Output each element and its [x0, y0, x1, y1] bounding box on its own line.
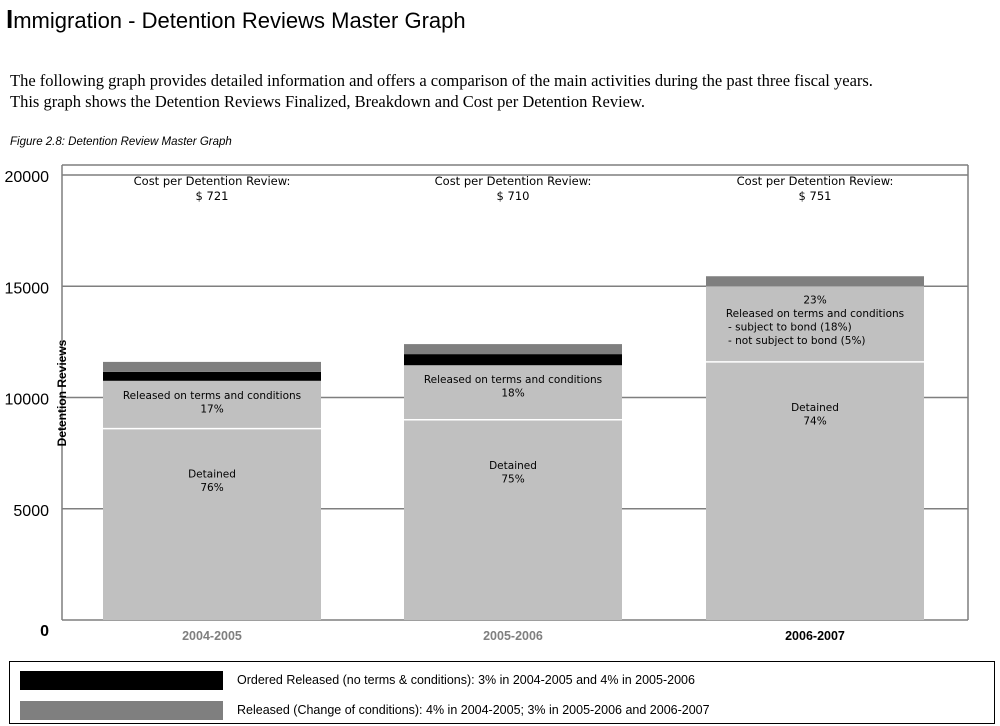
- legend-item-ordered-released: [20, 670, 695, 690]
- y-tick-label-15000: 15000: [4, 280, 49, 298]
- intro-line-2: This graph shows the Detention Reviews Finalized, Breakdown and Cost per Detention Review.: [10, 92, 645, 111]
- cost-annotation-value-2004-2005: $ 721: [195, 189, 229, 203]
- bar-ordered_released-2005-2006: [404, 354, 622, 365]
- y-tick-label-0: 0: [40, 623, 49, 640]
- bar-label-detained-2006-2007-0: Detained: [791, 401, 839, 414]
- bar-label-detained-2005-2006-0: Detained: [489, 459, 537, 472]
- bar-ordered_released-2004-2005: [103, 372, 321, 381]
- x-tick-label-2005-2006: 2005-2006: [483, 629, 543, 643]
- bar-label-released_terms-2006-2007-2: - subject to bond (18%): [728, 321, 852, 334]
- bar-label-released_terms-2006-2007-1: Released on terms and conditions: [725, 307, 905, 320]
- legend-item-change-conditions: [20, 700, 710, 720]
- y-axis-label: Detention Reviews: [55, 339, 69, 447]
- title-rest: mmigration - Detention Reviews Master Graph: [13, 8, 466, 33]
- bar-label-detained-2004-2005-1: 76%: [200, 482, 224, 495]
- cost-annotation-title-2005-2006: Cost per Detention Review:: [434, 174, 592, 188]
- bar-label-detained-2006-2007-1: 74%: [803, 415, 827, 428]
- bar-change_conditions-2006-2007: [706, 276, 924, 286]
- bar-label-detained-2004-2005-0: Detained: [188, 468, 236, 481]
- legend-swatch-ordered-released: [20, 671, 223, 690]
- bar-label-released_terms-2004-2005-1: 17%: [200, 403, 224, 416]
- y-tick-label-10000: 10000: [4, 391, 49, 409]
- legend-swatch-change-conditions: [20, 701, 223, 720]
- y-tick-label-5000: 5000: [13, 502, 49, 520]
- figure-caption: Figure 2.8: Detention Review Master Graph: [10, 136, 232, 148]
- bar-label-released_terms-2005-2006-0: Released on terms and conditions: [423, 374, 603, 387]
- cost-annotation-title-2006-2007: Cost per Detention Review:: [736, 174, 894, 188]
- legend-label-ordered-released: Ordered Released (no terms & conditions): 3% in 2004-2005 and 4% in 2005-2006: [237, 673, 695, 687]
- bar-change_conditions-2004-2005: [103, 362, 321, 372]
- x-tick-label-2004-2005: 2004-2005: [182, 629, 242, 643]
- title-first-letter: I: [6, 4, 14, 34]
- cost-annotation-title-2004-2005: Cost per Detention Review:: [133, 174, 291, 188]
- x-tick-label-2006-2007: 2006-2007: [785, 629, 845, 643]
- bar-detained-2006-2007: [706, 362, 924, 620]
- cost-annotation-value-2006-2007: $ 751: [798, 189, 832, 203]
- legend-label-change-conditions: Released (Change of conditions): 4% in 2004-2005; 3% in 2005-2006 and 2006-2007: [237, 703, 710, 717]
- y-tick-label-20000: 20000: [4, 169, 49, 186]
- bar-label-released_terms-2006-2007-3: - not subject to bond (5%): [728, 334, 866, 347]
- chart-legend: [9, 661, 995, 724]
- bar-label-released_terms-2006-2007-0: 23%: [803, 294, 827, 307]
- bar-change_conditions-2005-2006: [404, 344, 622, 354]
- bar-label-released_terms-2004-2005-0: Released on terms and conditions: [122, 389, 302, 402]
- bar-label-released_terms-2005-2006-1: 18%: [501, 387, 525, 400]
- bar-detained-2004-2005: [103, 429, 321, 620]
- bar-label-detained-2005-2006-1: 75%: [501, 473, 525, 486]
- bar-detained-2005-2006: [404, 420, 622, 620]
- cost-annotation-value-2005-2006: $ 710: [496, 189, 530, 203]
- intro-line-1: The following graph provides detailed information and offers a comparison of the main activities during the past three fiscal years.: [10, 71, 873, 90]
